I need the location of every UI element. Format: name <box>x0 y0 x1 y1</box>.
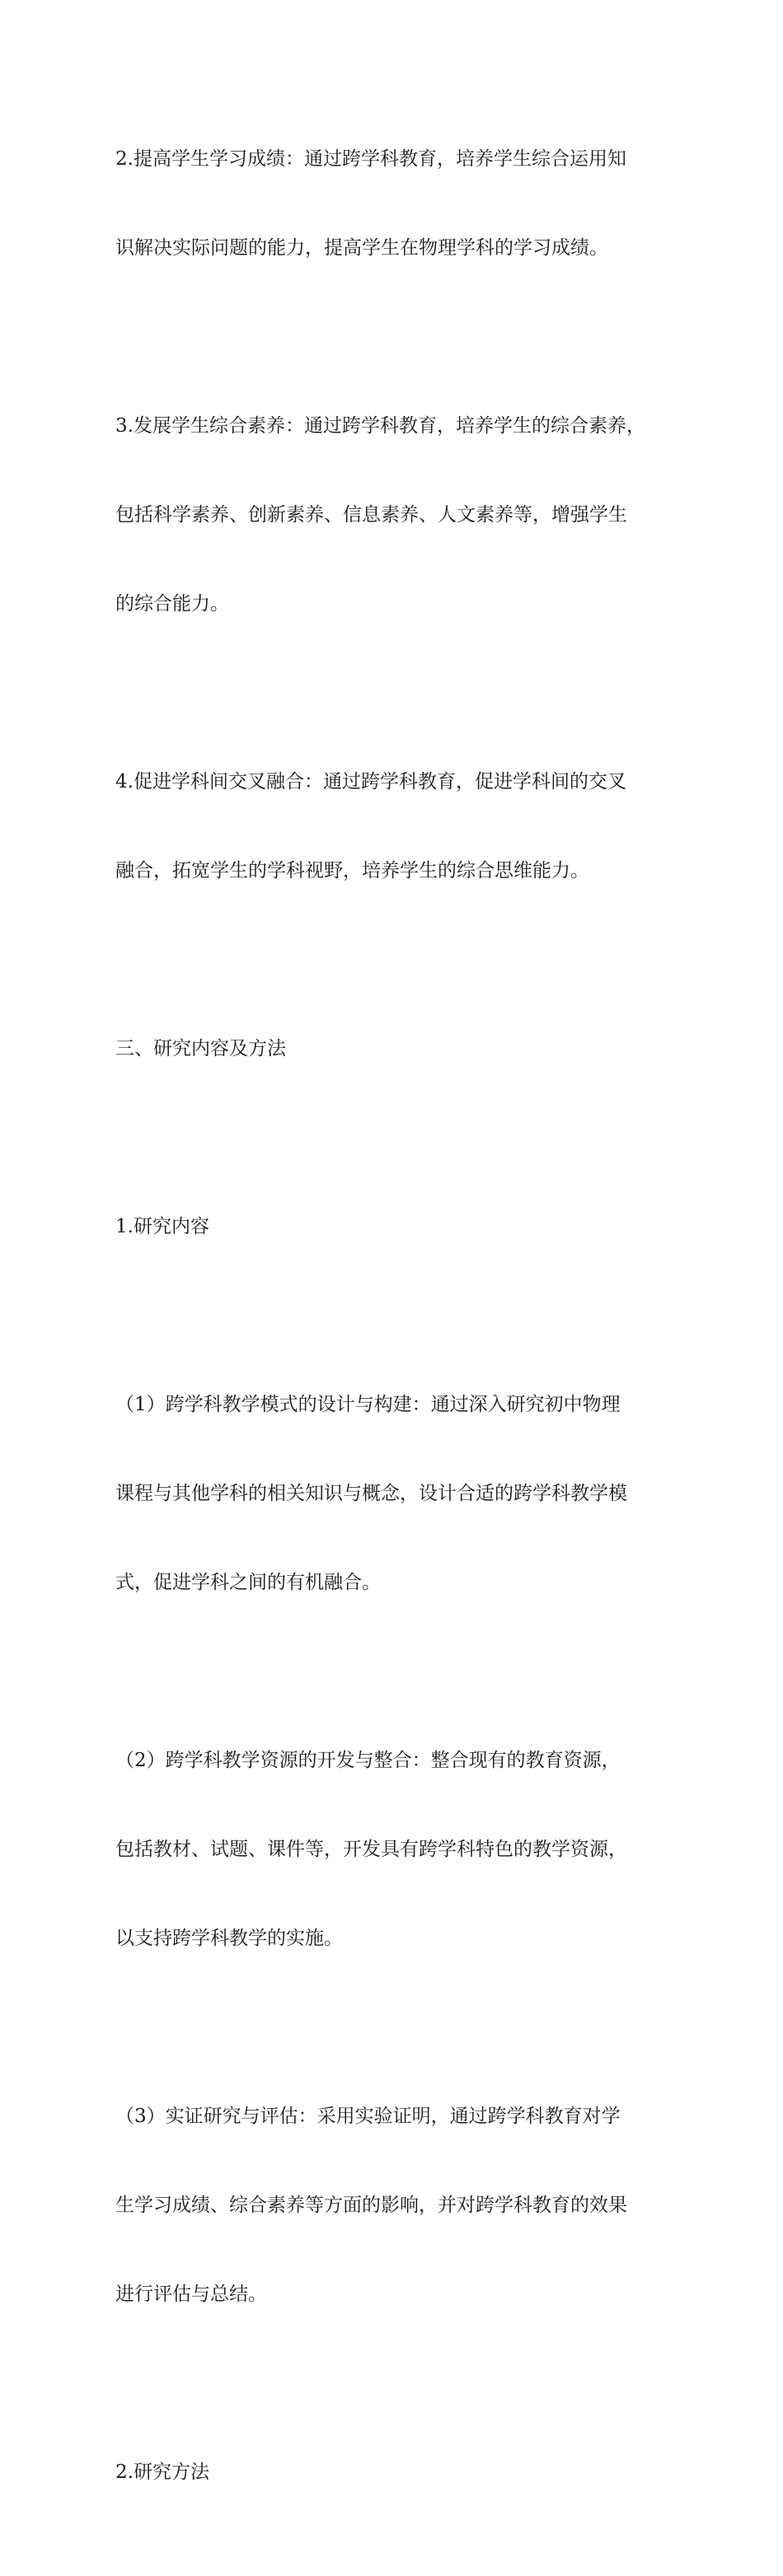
subsection-heading-research-method <box>115 2398 684 2546</box>
text-line: 包括教材、试题、课件等，开发具有跨学科特色的教学资源， <box>115 1839 627 1860</box>
text-line: （1）跨学科教学模式的设计与构建：通过深入研究初中物理 <box>115 1394 621 1415</box>
text-line: 式，促进学科之间的有机融合。 <box>115 1572 381 1593</box>
text-line: 生学习成绩、综合素养等方面的影响，并对跨学科教育的效果 <box>115 2195 627 2216</box>
text-line: 进行评估与总结。 <box>115 2284 267 2305</box>
paragraph-content-3 <box>115 2042 684 2368</box>
text-line: 课程与其他学科的相关知识与概念，设计合适的跨学科教学模 <box>115 1483 627 1504</box>
document-body <box>115 85 684 2576</box>
text-line: 融合，拓宽学生的学科视野，培养学生的综合思维能力。 <box>115 860 589 881</box>
heading-text: 1.研究内容 <box>115 1216 209 1237</box>
subsection-heading-research-content <box>115 1152 684 1301</box>
text-line: 3.发展学生综合素养：通过跨学科教育，培养学生的综合素养， <box>115 415 645 437</box>
paragraph-goal-3 <box>115 352 684 678</box>
text-line: 包括科学素养、创新素养、信息素养、人文素养等，增强学生 <box>115 504 627 526</box>
text-line: 2.提高学生学习成绩：通过跨学科教育，培养学生综合运用知 <box>115 148 626 170</box>
heading-text: 2.研究方法 <box>115 2461 209 2483</box>
text-line: 的综合能力。 <box>115 593 229 615</box>
text-line: 识解决实际问题的能力，提高学生在物理学科的学习成绩。 <box>115 237 608 259</box>
text-line: （3）实证研究与评估：采用实验证明，通过跨学科教育对学 <box>115 2106 621 2127</box>
section-heading-3 <box>115 975 684 1123</box>
paragraph-content-1 <box>115 1330 684 1657</box>
paragraph-goal-2 <box>115 85 684 322</box>
heading-text: 三、研究内容及方法 <box>115 1038 286 1059</box>
paragraph-content-2 <box>115 1686 684 2013</box>
text-line: 以支持跨学科教学的实施。 <box>115 1928 343 1949</box>
text-line: 4.促进学科间交叉融合：通过跨学科教育，促进学科间的交叉 <box>115 771 626 792</box>
text-line: （2）跨学科教学资源的开发与整合：整合现有的教育资源， <box>115 1750 621 1771</box>
paragraph-goal-4 <box>115 708 684 945</box>
